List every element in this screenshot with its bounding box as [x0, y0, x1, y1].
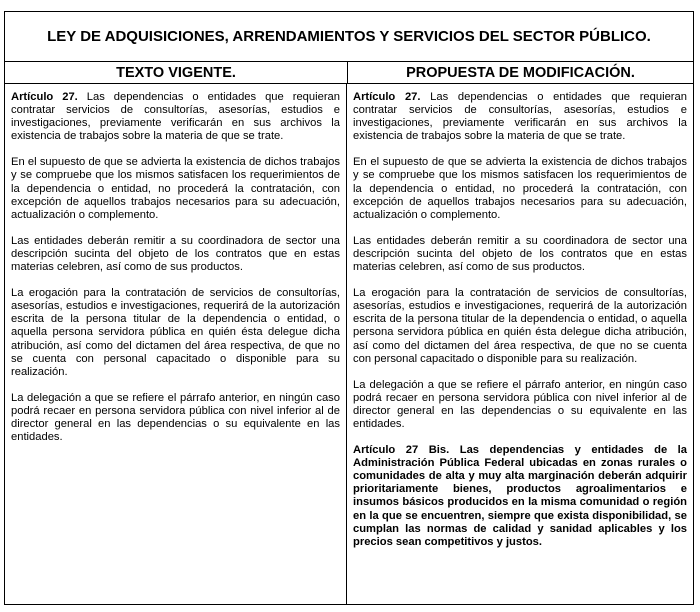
paragraph: En el supuesto de que se advierta la existencia de dichos trabajos y se compruebe que los mismos satisfacen los requerimientos de la dependencia o entidad, no procederá la contratación, con excepción de aquellos trabajos necesarios para su adecuación, actualización o complemento. — [11, 156, 340, 221]
content-row — [5, 84, 693, 604]
header-texto-vigente: TEXTO VIGENTE. — [5, 62, 348, 83]
propuesta-cell — [347, 84, 693, 604]
paragraph: Las entidades deberán remitir a su coordinadora de sector una descripción sucinta del objeto de los contratos que en estas materias celebren, así como de sus productos. — [353, 234, 687, 274]
texto-vigente-cell — [5, 84, 347, 604]
paragraph: Las entidades deberán remitir a su coordinadora de sector una descripción sucinta del objeto de los contratos que en estas materias celebren, así como de sus productos. — [11, 234, 340, 274]
article-label: Artículo 27. — [353, 91, 421, 103]
paragraph-text: Las dependencias o entidades que requieran contratar servicios de consultorías, asesorías, estudios e investigaciones, previamente verificarán en sus archivos la existencia de trabajos sobre la materia de que se trate. — [353, 91, 687, 143]
paragraph: En el supuesto de que se advierta la existencia de dichos trabajos y se compruebe que los mismos satisfacen los requerimientos de la dependencia o entidad, no procederá la contratación, con excepción de aquellos trabajos necesarios para su adecuación, actualización o complemento. — [353, 156, 687, 221]
article-label: Artículo 27. — [11, 91, 78, 103]
new-article-27-bis: Artículo 27 Bis. Las dependencias y entidades de la Administración Pública Federal ubicadas en zonas rurales o comunidades de alta y muy alta marginación deberán adquirir prioritariamente bienes, productos agroalimentarios e insumos básicos producidos en la misma comunidad o región en la que se encuentren, siempre que exista disponibilidad, se cumplan las normas de calidad y sanidad aplicables y los precios sean competitivos y justos. — [353, 444, 687, 548]
paragraph — [11, 91, 340, 143]
paragraph — [353, 91, 687, 143]
paragraph: La delegación a que se refiere el párrafo anterior, en ningún caso podrá recaer en persona servidora pública con nivel inferior al de director general en las dependencias o su equivalente en las entidades. — [11, 391, 340, 444]
paragraph-text: Las dependencias o entidades que requieran contratar servicios de consultorías, asesorías, estudios e investigaciones, previamente verificarán en sus archivos la existencia de trabajos sobre la materia de que se trate. — [11, 91, 340, 143]
law-title: LEY DE ADQUISICIONES, ARRENDAMIENTOS Y SERVICIOS DEL SECTOR PÚBLICO. — [5, 12, 693, 62]
header-propuesta-modificacion: PROPUESTA DE MODIFICACIÓN. — [406, 64, 635, 81]
paragraph: La delegación a que se refiere el párrafo anterior, en ningún caso podrá recaer en persona servidora pública con nivel inferior al de director general en las dependencias o su equivalente en las entidades. — [353, 378, 687, 430]
comparison-table — [4, 11, 694, 605]
paragraph: La erogación para la contratación de servicios de consultorías, asesorías, estudios e investigaciones, requerirá de la autorización escrita de la persona titular de la dependencia o entidad, o aquella persona servidora pública en quién ésta delegue dicha atribución, así como del dictamen del área respectiva, de que no se cuenta con personal capacitado o disponible para su realización. — [11, 287, 340, 378]
column-header-row — [5, 62, 693, 84]
paragraph: La erogación para la contratación de servicios de consultorías, asesorías, estudios e investigaciones, requerirá de la autorización escrita de la persona titular de la dependencia o entidad, o aquella persona servidora pública en quién ésta delegue dicha atribución, así como del dictamen del área respectiva, de que no se cuenta con personal capacitado o disponible para su realización. — [353, 287, 687, 365]
